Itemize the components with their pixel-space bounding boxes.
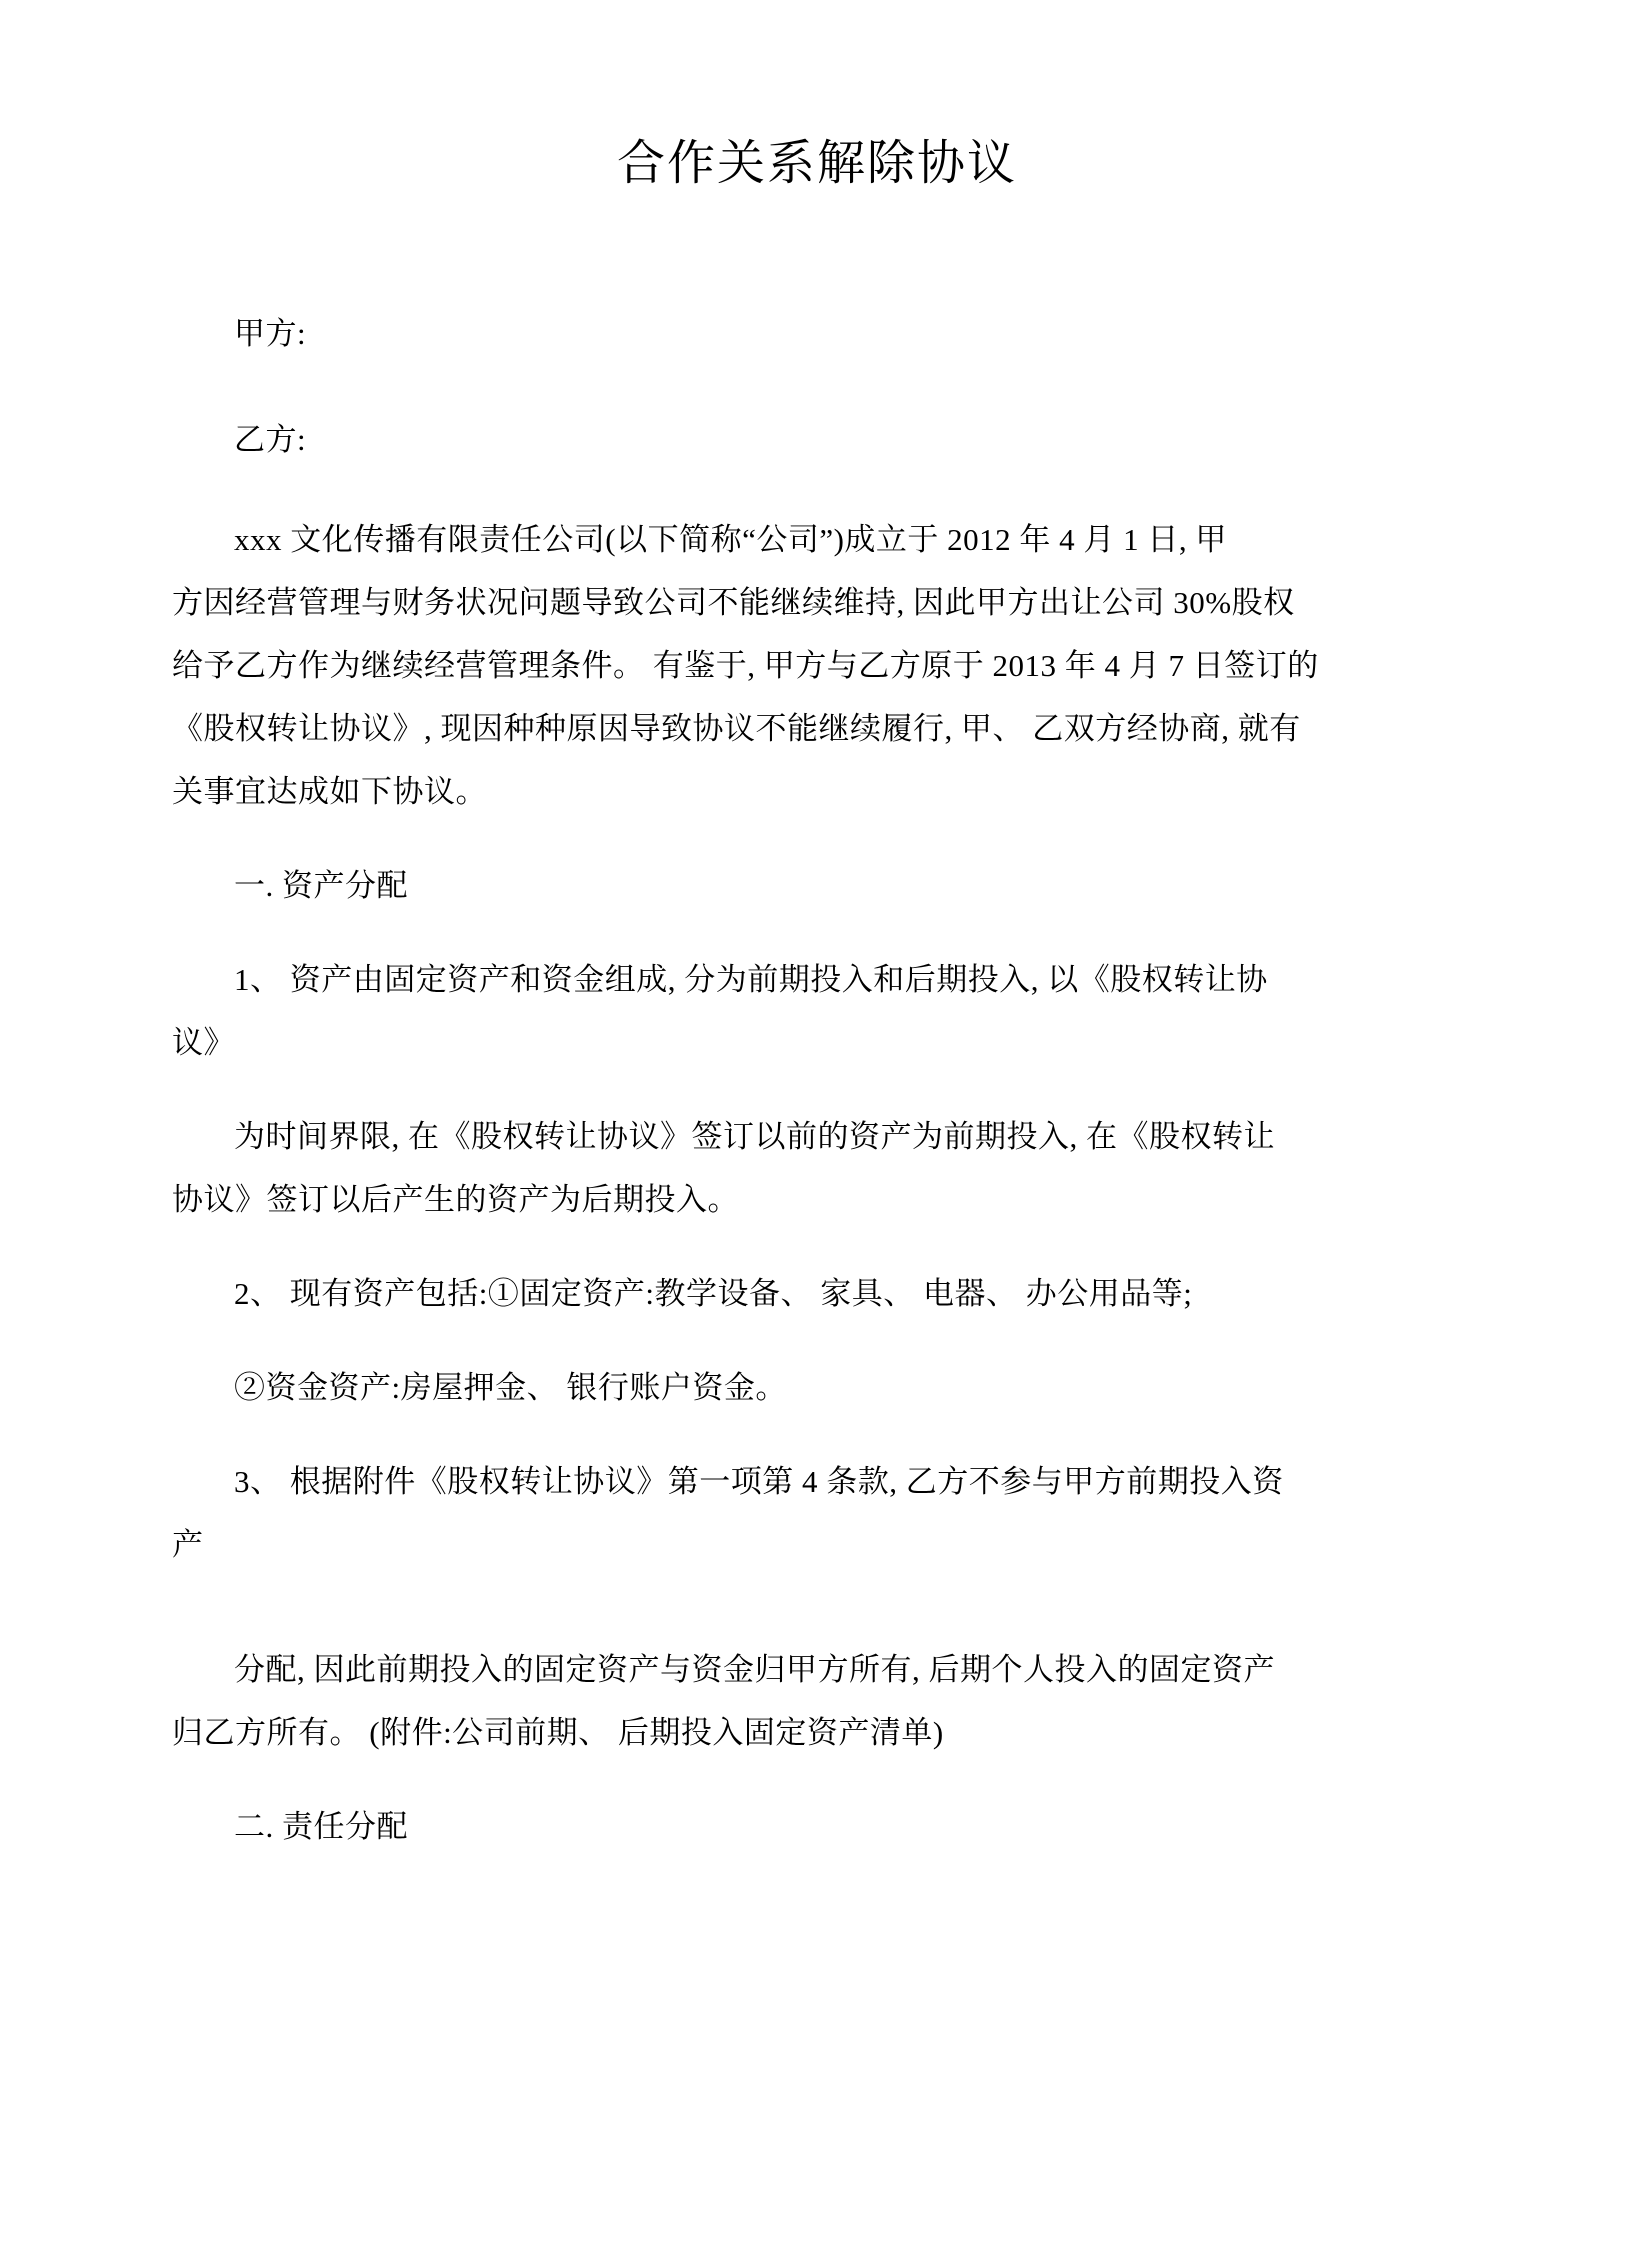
clause-1-line: 议》: [172, 1025, 235, 1060]
clause-3b-line: 归乙方所有。 (附件:公司前期、 后期投入固定资产清单): [172, 1715, 944, 1750]
intro-paragraph-line: 《股权转让协议》, 现因种种原因导致协议不能继续履行, 甲、 乙双方经协商, 就有: [172, 711, 1301, 746]
intro-paragraph-line: 方因经营管理与财务状况问题导致公司不能继续维持, 因此甲方出让公司 30%股权: [172, 585, 1295, 620]
clause-1b-line: 协议》签订以后产生的资产为后期投入。: [172, 1182, 739, 1217]
document-title: 合作关系解除协议: [616, 137, 1017, 190]
clause-2b-line: ②资金资产:房屋押金、 银行账户资金。: [234, 1370, 787, 1405]
party-a-label: 甲方:: [234, 316, 307, 351]
intro-paragraph-line: 关事宜达成如下协议。: [172, 774, 487, 809]
clause-2-line: 2、 现有资产包括:①固定资产:教学设备、 家具、 电器、 办公用品等;: [234, 1276, 1193, 1311]
section-1-heading: 一. 资产分配: [234, 868, 408, 903]
section-2-heading: 二. 责任分配: [234, 1809, 408, 1844]
intro-paragraph-line: xxx 文化传播有限责任公司(以下简称“公司”)成立于 2012 年 4 月 1 日, 甲: [234, 522, 1227, 557]
clause-3-line: 3、 根据附件《股权转让协议》第一项第 4 条款, 乙方不参与甲方前期投入资: [234, 1464, 1284, 1499]
party-b-label: 乙方:: [234, 422, 307, 457]
clause-3-line: 产: [172, 1527, 204, 1562]
clause-1-line: 1、 资产由固定资产和资金组成, 分为前期投入和后期投入, 以《股权转让协: [234, 962, 1268, 997]
clause-1b-line: 为时间界限, 在《股权转让协议》签订以前的资产为前期投入, 在《股权转让: [234, 1119, 1275, 1154]
intro-paragraph-line: 给予乙方作为继续经营管理条件。 有鉴于, 甲方与乙方原于 2013 年 4 月 7 日签订的: [172, 648, 1319, 683]
clause-3b-line: 分配, 因此前期投入的固定资产与资金归甲方所有, 后期个人投入的固定资产: [234, 1652, 1275, 1687]
document-page: [0, 134, 1632, 2246]
